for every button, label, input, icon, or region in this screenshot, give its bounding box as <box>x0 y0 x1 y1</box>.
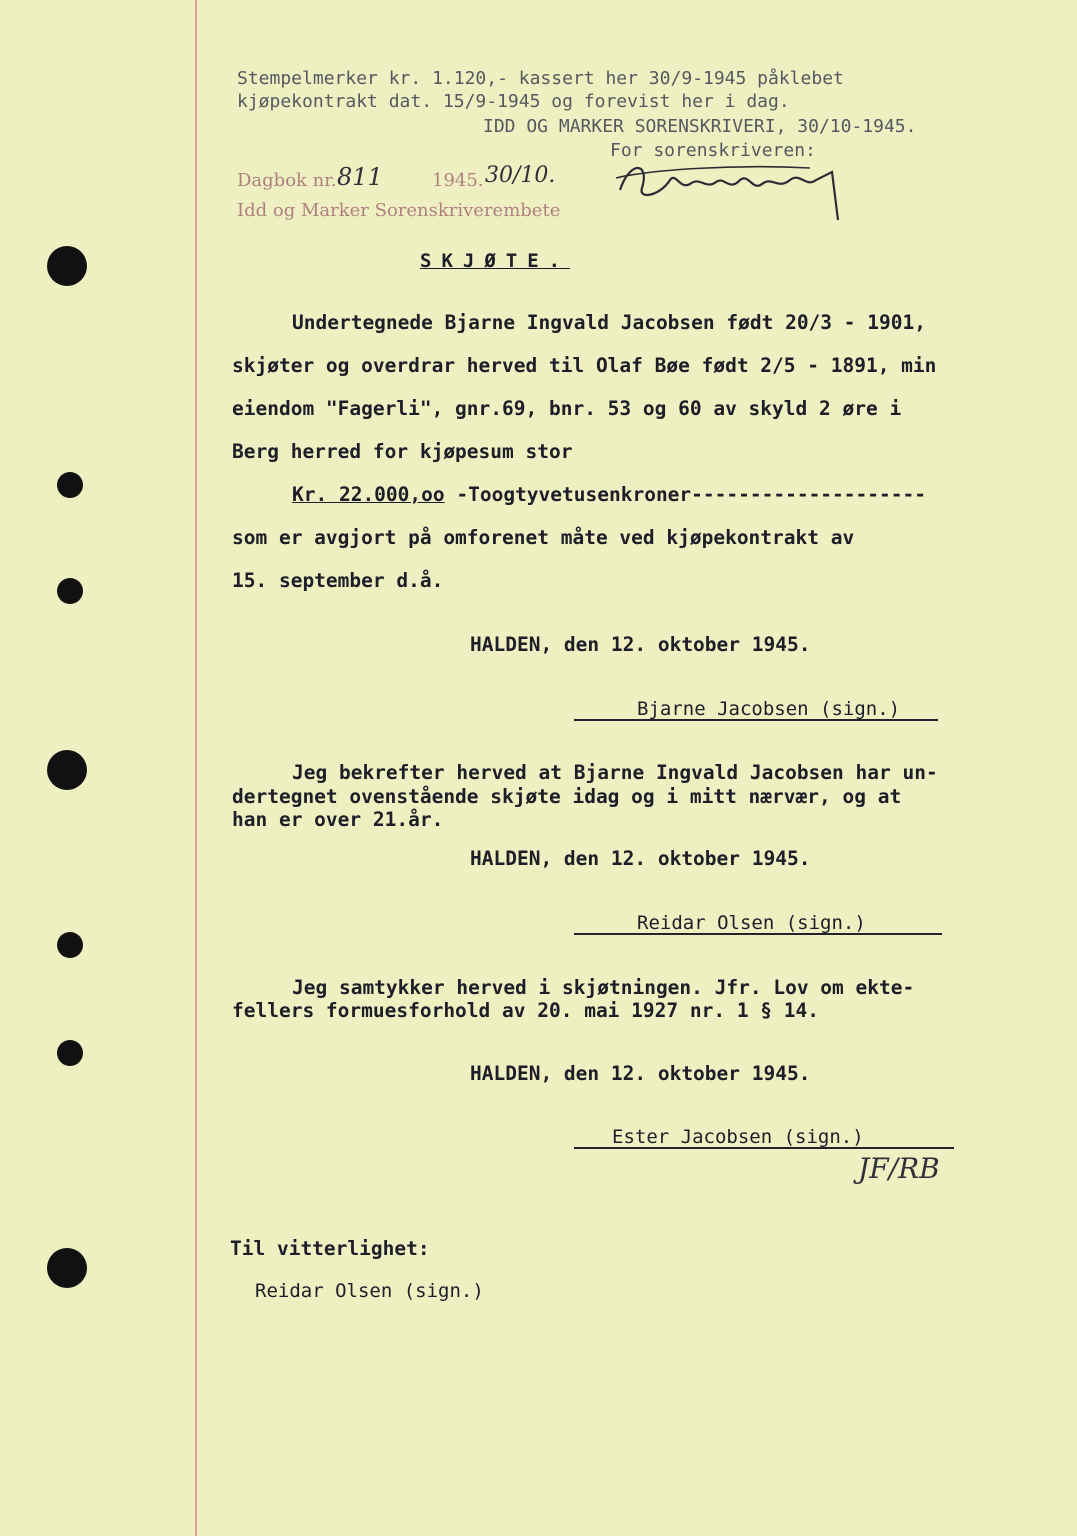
stamp-line-2: kjøpekontrakt dat. 15/9-1945 og forevist her i dag. <box>237 91 790 112</box>
dagbok-label: Dagbok nr. <box>237 170 337 191</box>
signature-3: Ester Jacobsen (sign.) <box>612 1126 864 1148</box>
stamp-line-3: IDD OG MARKER SORENSKRIVERI, 30/10-1945. <box>483 116 917 137</box>
sorenskriver-signature <box>610 150 850 225</box>
dagbok-office: Idd og Marker Sorenskriverembete <box>237 200 561 221</box>
paragraph-1-line-3: eiendom "Fagerli", gnr.69, bnr. 53 og 60 av skyld 2 øre i <box>232 397 902 420</box>
amount-line <box>292 484 926 506</box>
paragraph-2-line-2: 15. september d.å. <box>232 569 444 592</box>
document-title: SKJØTE. <box>420 250 571 272</box>
paragraph-3-line-3: han er over 21.år. <box>232 808 444 831</box>
paragraph-1-line-1: Undertegnede Bjarne Ingvald Jacobsen født 20/3 - 1901, <box>292 311 926 334</box>
witness-label: Til vitterlighet: <box>230 1237 430 1260</box>
paragraph-1-line-2: skjøter og overdrar herved til Olaf Bøe født 2/5 - 1891, min <box>232 354 937 377</box>
paragraph-3-line-1: Jeg bekrefter herved at Bjarne Ingvald Jacobsen har un- <box>292 761 938 784</box>
punch-hole <box>57 1040 83 1066</box>
date-line-1: HALDEN, den 12. oktober 1945. <box>470 633 811 656</box>
punch-hole <box>47 750 87 790</box>
paragraph-2-line-1: som er avgjort på omforenet måte ved kjøpekontrakt av <box>232 526 855 549</box>
paragraph-4-line-1: Jeg samtykker herved i skjøtningen. Jfr. Lov om ekte- <box>292 976 915 999</box>
punch-hole <box>57 578 83 604</box>
margin-line <box>195 0 197 1536</box>
paragraph-3-line-2: dertegnet ovenstående skjøte idag og i mitt nærvær, og at <box>232 785 902 808</box>
paragraph-4-line-2: fellers formuesforhold av 20. mai 1927 nr. 1 § 14. <box>232 999 819 1022</box>
date-line-2: HALDEN, den 12. oktober 1945. <box>470 847 811 870</box>
amount-value: Kr. 22.000,oo <box>292 483 445 506</box>
initials: JF/RB <box>858 1152 940 1185</box>
dagbok-year: 1945. <box>432 170 484 191</box>
stamp-line-1: Stempelmerker kr. 1.120,- kassert her 30/9-1945 påklebet <box>237 68 844 89</box>
signature-2: Reidar Olsen (sign.) <box>637 912 866 934</box>
punch-hole <box>47 1248 87 1288</box>
punch-hole <box>47 246 87 286</box>
dagbok-number: 811 <box>337 163 383 191</box>
dagbok-date: 30/10. <box>485 163 556 188</box>
paragraph-1-line-4: Berg herred for kjøpesum stor <box>232 440 573 463</box>
signature-1: Bjarne Jacobsen (sign.) <box>637 698 901 720</box>
punch-hole <box>57 472 83 498</box>
date-line-3: HALDEN, den 12. oktober 1945. <box>470 1062 811 1085</box>
punch-hole <box>57 932 83 958</box>
stamp-line-4: For sorenskriveren: <box>610 140 816 161</box>
amount-words: -Toogtyvetusenkroner-------------------- <box>444 483 926 506</box>
witness-signature: Reidar Olsen (sign.) <box>255 1280 484 1302</box>
